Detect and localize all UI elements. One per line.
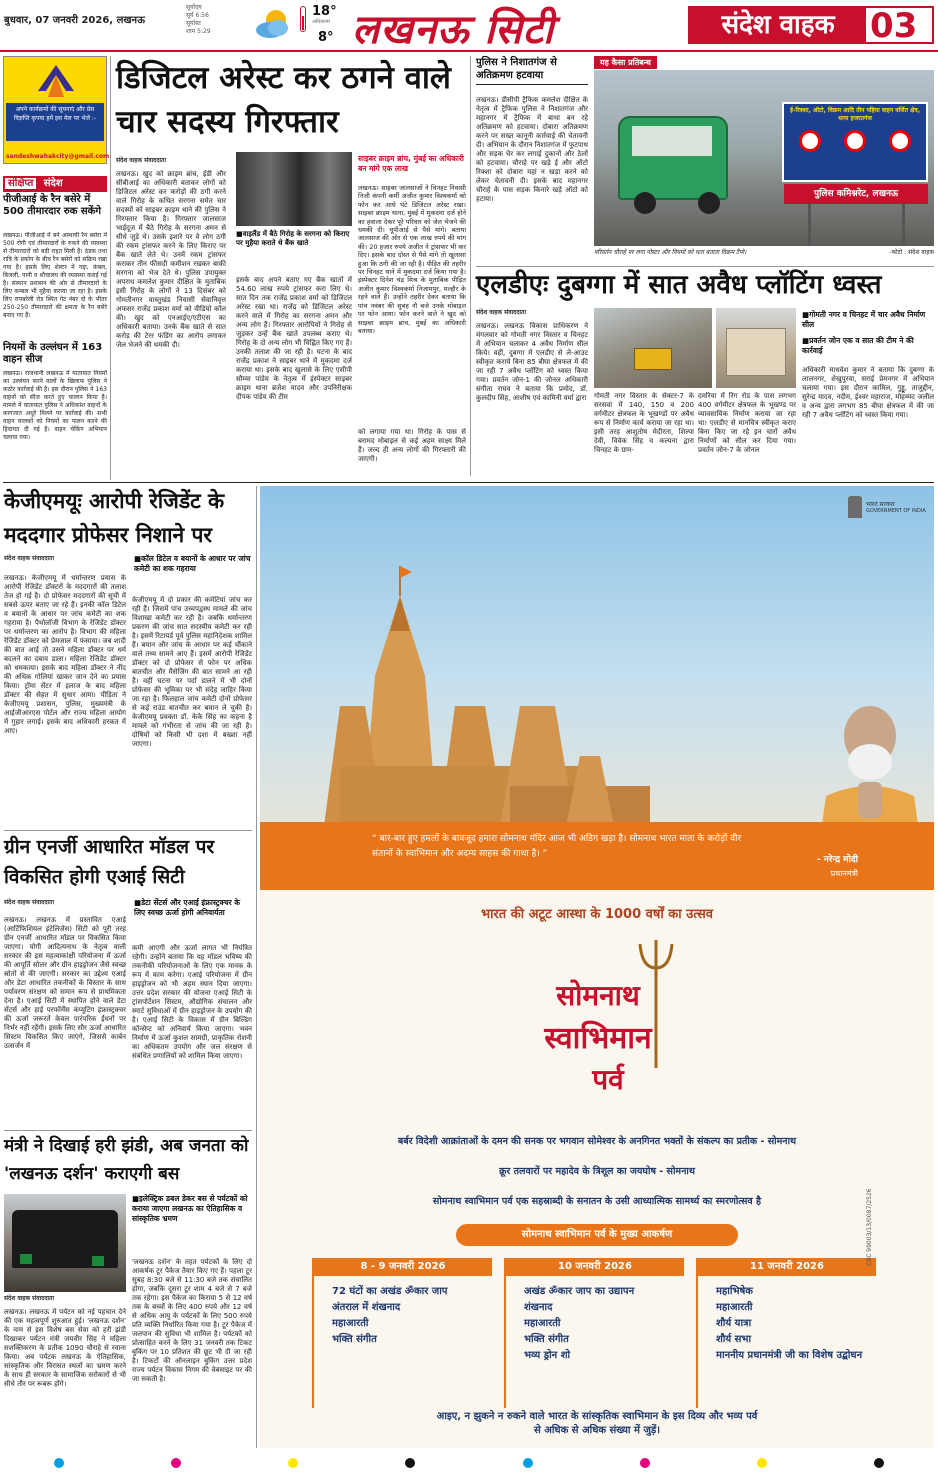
temperature-max: 18°	[312, 4, 337, 19]
sunset-time: 5:29	[197, 28, 211, 35]
date-line: बुधवार, 07 जनवरी 2026, लखनऊ	[4, 15, 145, 26]
flag-icon	[92, 1256, 104, 1266]
page-number: 03	[870, 6, 918, 46]
lda-col-2: गोमती नगर विस्तार के सेक्टर-7 के सरसवां में 140, 150 व 200 वर्गमीटर क्षेत्रफल के भूखण्डों पर अवैध रूप से निर्माण कार्य कराया जा रहा था। इसी तरह आशुतोष मेदीरता, शिल्पा देवी, विवेक सिंह व कल्पना द्वारा चिनहट के ग्राम-	[594, 392, 694, 454]
sunrise-time: 6:56	[195, 12, 209, 19]
sidebar-ad-text: अपने कार्यक्रमों की सूचनाएं और प्रेस विज्ञप्ति कृपया हमें इस मेल पर भेजें :-	[6, 103, 104, 141]
list-item: 72 घंटों का अखंड ॐकार जाप	[332, 1286, 448, 1297]
ai-city-sub: ■ डेटा सेंटर्स और एआई इंफ्रास्ट्रक्चर के लिए स्वच्छ ऊर्जा होगी अनिवार्यता	[134, 898, 252, 918]
divider	[4, 830, 252, 831]
kgmu-sub: ■ कॉल डिटेल व बयानों के आधार पर जांच कमेटी का शक गहराया	[134, 554, 252, 574]
building-icon	[726, 328, 786, 376]
lead-col-2: इसके बाद अपने बताए गए बैंक खातों में 54.60 लाख रुपये ट्रांसफर करा लिए थे। सात दिन तक राजेंद्र प्रकाश वर्मा को डिजिटल अरेस्ट रखा था। राजेंद्र को डिजिटल अरेस्ट करने वाले में गिरोह का सरगना अमन और अन्य लोग हैं। गिरफ्तार आरोपियों ने गिरोह से जुड़कर उन्हें बैंक खाते उपलब्ध कराए थे। गिरोह के दो अन्य लोग भी चिह्नित किए गए हैं। उनकी तलाश की जा रही है। घटना के बाद राजेंद्र प्रकाश ने साइबर थाने में मुकदमा दर्ज कराया था। इसके बाद खुलासे के लिए एसीपी सौम्या पांडेय के नेतृत्व में इंस्पेक्टर साइबर क्राइम थाना ब्रजेश यादव और उपनिरीक्षक दीपक पांडेय की टीम	[236, 276, 352, 401]
logo-line-1: सोमनाथ	[556, 979, 640, 1012]
weather-icon	[254, 6, 294, 46]
lead-col-3-end: को लगाया गया था। गिरोह के पास से बरामद मोबाइल से कई अहम साक्ष्य मिले हैं। जल्द ही अन्य लोगों की गिरफ्तारी की जाएगी।	[358, 428, 466, 463]
day-card-list	[506, 1276, 684, 1364]
brief-headline-2: नियमों के उल्लंघन में 163 वाहन सीज	[3, 342, 103, 365]
list-item: शंखनाद	[524, 1302, 553, 1313]
lda-photo-1	[594, 308, 712, 388]
registration-strip	[0, 1452, 938, 1474]
attractions-title: सोमनाथ स्वाभिमान पर्व के मुख्य आकर्षण	[456, 1224, 738, 1246]
bus-byline: संदेश वाहक संवाददाता	[4, 1295, 55, 1302]
encroach-headline: पुलिस ने निशातगंज से अतिक्रमण हटवाया	[476, 56, 588, 85]
list-item: शौर्य यात्रा	[716, 1318, 752, 1329]
brief-headline-1: पीजीआई के रैन बसेरे में 500 तीमारदार रुक सकेंगे	[3, 194, 101, 217]
list-item: माननीय प्रधानमंत्री जी का विशेष उद्बोधन	[716, 1350, 863, 1361]
day-card-1	[312, 1258, 492, 1408]
logo-line-2: स्वाभिमान	[544, 1021, 652, 1056]
divider	[476, 266, 934, 267]
kgmu-headline: केजीएमयूः आरोपी रेजिडेंट के मददगार प्रोफेसर निशाने पर	[4, 489, 225, 547]
bus-headline: मंत्री ने दिखाई हरी झंडी, अब जनता को 'लखनऊ दर्शन' कराएगी बस	[4, 1136, 249, 1184]
ad-footer: आइए, न झुकने न रुकने वाले भारत के सांस्कृतिक स्वाभिमान के इस दिव्य और भव्य पर्व से अधिक से अधिक संख्या में जुड़ें।	[436, 1411, 758, 1436]
quote-role: प्रधानमंत्री	[830, 869, 858, 878]
brief-text-2: लखनऊ। राजधानी लखनऊ में यातायात नियमों का उल्लंघन करने वालों के खिलाफ पुलिस ने कठोर कार्रवाई की है। इस दौरान पुलिस ने 163 वाहनों को सीज करते हुए चालान किया है। मामले में यातायात पुलिस ने अधिकांश वाहनों के कागजात अधूरे मिलने पर कार्रवाई की। सभी वाहन चालकों को नियमों का पालन करने की हिदायत दी गई है। वाहन चेकिंग अभियान चलाया गया।	[3, 370, 107, 441]
sidebar-ad	[3, 56, 110, 164]
photo-feature-image	[594, 70, 934, 246]
photo-feature-credit: -फोटो : संदेश वाहक	[889, 249, 934, 256]
list-item: महाआरती	[332, 1318, 369, 1329]
day-card-list	[314, 1276, 492, 1348]
divider	[256, 486, 257, 1448]
kgmu-byline: संदेश वाहक संवाददाता	[4, 555, 55, 562]
ad-line-3: सोमनाथ स्वाभिमान पर्व एक सहस्राब्दी के सनातन के उसी आध्यात्मिक सामर्थ्य का स्मरणोत्सव है	[432, 1196, 762, 1207]
sunset-label: सूर्यास्त	[186, 20, 201, 27]
hands-logo-icon	[32, 61, 80, 105]
lead-byline: संदेश वाहक संवाददाता	[116, 157, 167, 164]
photo-feature-tag: यह कैसा प्रतिबन्ध	[594, 56, 657, 69]
lda-col-1: लखनऊ। लखनऊ विकास प्राधिकरण ने मंगलवार को गोमती नगर विस्तार व चिनहट में अभियान चलाकर 4 अवैध निर्माण सील किये। वहीं, दुबग्गा में एलडीए से ले-आउट स्वीकृत कराये बिना 85 बीघा क्षेत्रफल में की जा रही 7 अवैध प्लॉटिंग को ध्वस्त किया गया। प्रवर्तन जोन-1 की जोनल अधिकारी संगीता राघव ने बताया कि प्रमोद, डॉ. कुलदीप सिंह, आशीष एवं कामिनी वर्मा द्वारा	[476, 322, 588, 402]
lda-photo-2	[716, 308, 796, 388]
day-card-date: 11 जनवरी 2026	[698, 1258, 876, 1276]
lead-photo-caption: ■ वाइलैंड में बैठे गिरोह के सरगना को किराए पर मुहैया कराते थे बैंक खाते	[236, 230, 352, 248]
ad-line-1: बर्बर विदेशी आक्रांताओं के दमन की सनक पर भगवान सोमेश्वर के अनगिनत भक्तों के संकल्प का प्रतीक - सोमनाथ	[397, 1136, 797, 1147]
logo-line-3: पर्व	[592, 1063, 624, 1096]
govt-emblem-icon	[848, 496, 862, 518]
masthead	[0, 0, 938, 52]
sun-word: सूर्य	[186, 12, 194, 19]
ad-code: CBC 99003/13/0087/2526	[866, 1188, 873, 1266]
paper-name-box	[688, 6, 934, 44]
day-card-date: 10 जनवरी 2026	[506, 1258, 684, 1276]
list-item: भव्य ड्रोन शो	[524, 1350, 571, 1361]
police-board-post	[808, 204, 811, 246]
divider	[3, 482, 934, 483]
sidebar-ad-email[interactable]: sandeshwahakcity@gmail.com	[6, 153, 110, 160]
ai-city-byline: संदेश वाहक संवाददाता	[4, 899, 55, 906]
bus-sub: ■ इलेक्ट्रिक डबल डेकर बस से पर्यटकों को कराया जाएगा लखनऊ का ऐतिहासिक व सांस्कृतिक भ्रमण	[132, 1194, 252, 1224]
flag-icon	[20, 1254, 32, 1264]
brief-tag-label: संक्षिप्त	[5, 178, 36, 189]
evening-word: शाम	[186, 28, 196, 35]
lead-photo	[236, 152, 352, 226]
kgmu-col-2: केजीएमयू में दो प्रकार की कमेटियां जांच कर रही हैं। जिसमें पांच उच्चपद्वस्थ मामले की जांच विशाखा कमेटी कर रही है। जबकि धर्मान्तरण प्रकरण की जांच सात सदस्यीय कमेटी कर रही है। इसमें रिटायर्ड पूर्व पुलिस महानिदेशक शामिल हैं। बयान और जांच के आधार पर कई चौंकाने वाले तथ्य सामने आए हैं। इसमें आरोपी रेजिडेंट डॉक्टर को दो प्रोफेसर से फोन पर अधिक बातचीत और मैसेजिंग की बात सामने आ रही है। वहीं घटना पर पर्दा डालने में भी दोनों प्रोफेसर की भूमिका पर भी संदेह जाहिर किया जा रहा है। फिलहाल जांच कमेटी दोनों प्रोफेसर से कई राउंड बातचीत कर बयान ले चुकी है। केजीएमयू प्रवक्ता डॉ. केके सिंह का कहना है मामले को गंभीरता से जांच की जा रही है। दोषियों को किसी भी दशा में बख्शा नहीं जाएगा।	[132, 596, 252, 748]
lead-col-3: लखनऊ। साइबर जालसाजों ने चिनहट निवासी निजी कंपनी कर्मी अजीत कुमार विश्वकर्मा को फोन कर आधे घंटे डिजिटल अरेस्ट रखा। साइबर क्राइम थाना, मुंबई में मुकदमा दर्ज होने का हवाला देकर पूरे परिवार को जेल भेजने की धमकी दी। यूपीआई से पैसे मांगे। बताया जालसाज की ओर से एक लाख रुपये की मांग की। 20 हजार रुपये अजीत ने ट्रांसफर भी कर दिए। इसके बाद दोस्त से पैसे मांगे तो खुलासा हुआ कि ठगी की जा रही है। पीड़ित की तहरीर पर चिनहट थाने में मुकदमा दर्ज किया गया है। इंस्पेक्टर दिनेश चंद्र मिश्र के मुताबिक पीड़ित अजीत कुमार विश्वकर्मा निजामपुर, मल्हौर के रहने वाले हैं। उन्होंने तहरीर देकर बताया कि पांच नवंबर की सुबह नौ बजे उनके मोबाइल पर फोन आया। फोन करने वाले ने खुद को साइबर क्राइम ब्रांच, मुंबई का अधिकारी बताया।	[358, 184, 466, 335]
ad-tagline: भारत की अटूट आस्था के 1000 वर्षों का उत्सव	[480, 907, 714, 922]
kgmu-col-1: लखनऊ। केजीएमयू में धर्मान्तरण प्रयास के आरोपी रेजिडेंट डॉक्टरों के मददगारों की तलाश तेज हो गई है। दो प्रोफेसर मददगारों की सूची में सबसे ऊपर बताए जा रहे हैं। इनकी कॉल डिटेल व बयानों के आधार पर जांच कमेटी का शक गहराया है। पैथोलॉजी विभाग के रेजिडेंट डॉक्टर पर धर्मान्तरण का आरोप है। विभाग की महिला रेजिडेंट डॉक्टर को प्रेमजाल में फंसाया। जब शादी की बात आई तो उसने महिला डॉक्टर पर धर्म बदलने का दबाव डाला। महिला रेजिडेंट डॉक्टर को धमकाया। इसके बाद महिला डॉक्टर ने नींद की अधिक गोलियां खाकर जान देने का प्रयास किया। ट्रॉमा सेंटर में इलाज के बाद महिला डॉक्टर की सेहत में सुधार आया। पीड़िता ने केजीएमयू प्रशासन, पुलिस, मुख्यमंत्री के आईजीआरएस पोर्टल और राज्य महिला आयोग में गुहार लगाई। इसके बाद अधिकारी हरकत में आए।	[4, 574, 126, 735]
tempo-wheel	[634, 192, 656, 214]
somnath-ad	[260, 486, 934, 1448]
bulldozer-icon	[634, 348, 672, 370]
govt-label-en: GOVERNMENT OF INDIA	[866, 508, 926, 514]
bus-photo	[4, 1194, 126, 1292]
list-item: महाआरती	[716, 1302, 753, 1313]
photo-feature-caption: परिवर्तन चौराहे पर लगा पोस्टर और नियमों को धता बताता विक्रम टैंपो।	[594, 249, 747, 256]
lda-side-sub-1: ■ गोमती नगर व चिनहट में चार अवैध निर्माण सील	[802, 310, 934, 330]
lead-col-1: लखनऊ। खुद को क्राइम ब्रांच, ईडी और सीबीआई का अधिकारी बताकर लोगों को डिजिटल अरेस्ट कर करोड़ों की ठगी करने वाले गिरोह के कथित सरगना समेत चार सदस्यों को साइबर क्राइम थाने की पुलिस ने गिरफ्तार किया है। गिरफ्तार जालसाज भाईदूज में बैठे गिरोह के सरगना अमन से सीधे जुड़े थे। उसके इशारे पर वे लोग ठगी की रकम ट्रांसफर करने के लिए किराए पर बैंक खाते लेते थे। उनमें रकम ट्रांसफर कराकर तीन फीसदी कमीशन रखकर बाकी सरगना को भेज देते थे। पुलिस उपायुक्त अपराध कमलेश कुमार दीक्षित के मुताबिक इसी गिरोह के लोगों ने 13 दिसंबर को गोमतीनगर वास्तुखंड निवासी सेवानिवृत्त अफसर राजेंद्र प्रकाश वर्मा को वीडियो कॉल की। खुद को एनआईए/एटीएस का अधिकारी बताया। उनके बैंक खाते से सात करोड़ की टेरर फंडिंग का आरोप लगाकर जेल भेजने की धमकी दी।	[116, 170, 226, 349]
list-item: भक्ति संगीत	[332, 1334, 377, 1345]
day-card-list	[698, 1276, 876, 1364]
brief-text-1: लखनऊ। पीजीआई में बने अस्थायी रैन बसेरा में 500 रोगी एवं तीमारदारों के रुकने की व्यवस्था से तीमारदारों को बड़ी राहत मिली है। ठंडक तथा रात्रि के प्रकोप के बीच रैन बसेरों को सक्रिय रखा गया है। इसके लिए शेल्टर में गद्दा, कंबल, बिजली, पानी व शौचालय की व्यवस्था कराई गई है। संस्थान प्रशासन की ओर से तीमारदारों के लिए कम्बल भी मुहैया कराया जा रहा है। इसके लिए रायबरेली रोड स्थित गेट नंबर दो के भीतर 250-250 तीमारदारों की क्षमता के रैन बसेरे बनाए गए हैं।	[3, 232, 107, 319]
banned-board-top: ई-रिक्शा, ऑटो, विक्रम आदि तीन पहिया वाहन वर्जित क्षेत्र, थाना हजरतगंज	[789, 107, 921, 122]
day-card-date: 8 - 9 जनवरी 2026	[314, 1258, 492, 1276]
thermometer-icon	[300, 6, 306, 32]
ai-city-col-1: लखनऊ। लखनऊ में प्रस्तावित एआई (आर्टिफिशियल इंटेलिजेंस) सिटी को पूरी तरह ग्रीन एनर्जी आधारित मॉडल पर विकसित किया जाएगा। योगी आदित्यनाथ के नेतृत्व वाली सरकार की इस महत्वाकांक्षी परियोजना में ऊर्जा की आपूर्ति सोलर और ग्रीन हाइड्रोजन जैसे स्वच्छ स्रोतों से की जाएगी। सरकार का उद्देश्य एआई और डेटा आधारित तकनीकों के विस्तार के साथ पर्यावरण संरक्षण को समान रूप से प्राथमिकता देना है। एआई सिटी में स्थापित होने वाले डेटा सेंटर्स और हाई परफॉर्मेंस कंप्यूटिंग इंफ्रास्ट्रक्चर की ऊर्जा जरूरतें केवल पारंपरिक ईंधनों पर निर्भर नहीं रहेंगी। इसके लिए सौर ऊर्जा आधारित सिस्टम विकसित किए जाएंगे, जिससे कार्बन उत्सर्जन में	[4, 916, 126, 1050]
divider	[4, 1130, 252, 1131]
lead-col-3-sub: साइबर क्राइम ब्रांच, मुंबई का अधिकारी बन मांगे एक लाख	[358, 154, 464, 173]
brief-tag	[3, 176, 107, 192]
bus-col-2: 'लखनऊ दर्शन' के तहत पर्यटकों के लिए दो आकर्षक टूर पैकेज तैयार किए गए हैं। पहला टूर सुबह 8:30 बजे से 11:30 बजे तक संचालित होगा, जबकि दूसरा टूर शाम 4 बजे से 7 बजे तक रहेगा। इस पैकेज का किराया 5 से 12 वर्ष तक के बच्चों के लिए 400 रुपये और 12 वर्ष से अधिक आयु के पर्यटकों के लिए 500 रुपये प्रति व्यक्ति निर्धारित किया गया है। टूर पैकेज में जलपान की सुविधा भी शामिल है। पर्यटकों को प्रोत्साहित करने के लिए 31 जनवरी तक टिकट बुकिंग पर 10 प्रतिशत की छूट भी दी जा रही है। टिकटों की ऑनलाइन बुकिंग उत्तर प्रदेश राज्य पर्यटन विकास निगम की वेबसाइट पर की जा सकती है।	[132, 1258, 252, 1383]
photo-feature	[594, 56, 934, 260]
list-item: भक्ति संगीत	[524, 1334, 569, 1345]
city-title: लखनऊ सिटी	[352, 6, 555, 53]
ad-line-2: क्रूर तलवारों पर महादेव के त्रिशूल का जयघोष - सोमनाथ	[499, 1166, 695, 1177]
quote-text: “ बार-बार हुए हमलों के बावजूद हमारा सोमनाथ मंदिर आज भी अडिग खड़ा है। सोमनाथ भारत माता के करोड़ों वीर संतानों के स्वाभिमान और अदम्य साहस की गाथा है। ”	[372, 834, 742, 859]
govt-label: भारत सरकार	[866, 501, 895, 508]
divider	[110, 56, 111, 480]
brief-tag-paper: संदेश	[43, 178, 63, 189]
day-card-2	[504, 1258, 684, 1408]
sun-times	[186, 4, 238, 36]
lda-side-text: अधिकारी माधवेश कुमार ने बताया कि दुबग्गा के लालनगर, शेखुपुरवा, सराई प्रेमनगर में अभियान चलाया गया। इस दौरान कामिल, गुड्डू, ताजुद्दीन, सुरेन्द्र यादव, नदीम, ईश्वर महाराज, मोहम्मद जलील व अन्य द्वारा लगभग 85 बीघा क्षेत्रफल में की जा रही 7 अवैध प्लॉटिंग को ध्वस्त किया गया।	[802, 366, 934, 419]
lda-headline: एलडीएः दुबग्गा में सात अवैध प्लॉटिंग ध्वस्त	[476, 270, 882, 300]
ai-city-col-2: कमी आएगी और ऊर्जा लागत भी नियंत्रित रहेगी। उन्होंने बताया कि यह मॉडल भविष्य की तकनीकी परियोजनाओं के लिए एक मानक के रूप में काम करेगा। एआई परियोजना में ग्रीन हाइड्रोजन को भी अहम स्थान दिया जाएगा। उत्तर प्रदेश सरकार की योजना एआई सिटी के ट्रांसपोर्टेशन सिस्टम, औद्योगिक संचालन और स्मार्ट सुविधाओं में ग्रीन हाइड्रोजन के उपयोग की है। एआई सिटी के विकास में ग्रीन बिल्डिंग कॉन्सेप्ट को अनिवार्य किया जाएगा। भवन निर्माण में ऊर्जा कुशल सामग्री, प्राकृतिक रोशनी का अधिकतम उपयोग और जल संरक्षण से संबंधित प्रणालियों को शामिल किया जाएगा।	[132, 944, 252, 1060]
paper-name: संदेश वाहक	[690, 8, 866, 42]
temple-image	[280, 556, 800, 856]
list-item: अंतराल में शंखनाद	[332, 1302, 401, 1313]
temperature-min: 8°	[318, 30, 334, 45]
banned-vehicle-icons	[784, 126, 926, 156]
ai-city-headline: ग्रीन एनर्जी आधारित मॉडल पर विकसित होगी एआई सिटी	[4, 836, 215, 888]
quote-author: - नरेन्द्र मोदी	[816, 855, 858, 865]
tempo-wheel	[698, 192, 720, 214]
lead-headline: डिजिटल अरेस्ट कर ठगने वाले चार सदस्य गिरफ्तार	[116, 60, 451, 140]
lda-byline: संदेश वाहक संवाददाता	[476, 309, 527, 316]
list-item: शौर्य सभा	[716, 1334, 752, 1345]
sunrise-label: सूर्योदय	[186, 4, 202, 11]
bus-col-1: लखनऊ। लखनऊ में पर्यटन को नई पहचान देने की एक महत्वपूर्ण शुरुआत हुई। 'लखनऊ दर्शन' के नाम से इस विशेष बस सेवा को हरी झंडी दिखाकर पर्यटन मंत्री जयवीर सिंह ने महिला सशक्तिकरण के प्रतीक 1090 चौराहे से रवाना किया। अब पर्यटक लखनऊ के ऐतिहासिक, सांस्कृतिक और विरासत स्थलों का भ्रमण करने के साथ ही सरकार के सामाजिक सरोकारों से भी सीधे तौर पर रूबरू होंगे।	[4, 1308, 126, 1388]
banned-board	[782, 102, 928, 182]
divider	[470, 56, 471, 476]
temperature-max-label: अधिकतम	[312, 19, 330, 25]
police-board: पुलिस कमिश्नरेट, लखनऊ	[784, 184, 928, 204]
list-item: महाआरती	[524, 1318, 561, 1329]
list-item: महाभिषेक	[716, 1286, 753, 1297]
police-board-post	[902, 204, 905, 246]
encroach-text: लखनऊ। डीसीपी ट्रैफिक कमलेश दीक्षित के नेतृत्व में ट्रैफिक पुलिस ने निशातगंज और महानगर में ट्रैफिक में बाधा बन रहे अतिक्रमण को हटवाया। दोबारा अतिक्रमण करने पर सख्त कानूनी कार्रवाई की चेतावनी दी। अभियान के दौरान निशातगंज में फुटपाथ और सड़क घेर कर लगाई दुकानों और ठेलों को हटवाया। चौराहे पर खड़े ई और ऑटो रिक्शा को दोबारा यहां न खड़ा करने को लेकर चेतावनी दी। इसके बाद महानगर चौराहे के पास सड़क किनारे खड़े ऑटो को हटाया।	[476, 96, 588, 203]
day-card-3	[696, 1258, 876, 1408]
lda-col-3: दमरिया में रिंग रोड के पास लगभग 400 वर्गमीटर क्षेत्रफल के भूखण्ड पर व्यावसायिक निर्माण कराया जा रहा था। एलडीए से मानचित्र स्वीकृत कराए बिना किए जा रहे इन चारों अवैध निर्माणों को सील कर दिया गया। प्रवर्तन जोन-7 के जोनल	[698, 392, 796, 454]
list-item: अखंड ॐकार जाप का उद्यापन	[524, 1286, 635, 1297]
tempo-vehicle-window	[632, 126, 712, 156]
lda-side-sub-2: ■ प्रवर्तन जोन एक व सात की टीम ने की कार्रवाई	[802, 336, 934, 356]
